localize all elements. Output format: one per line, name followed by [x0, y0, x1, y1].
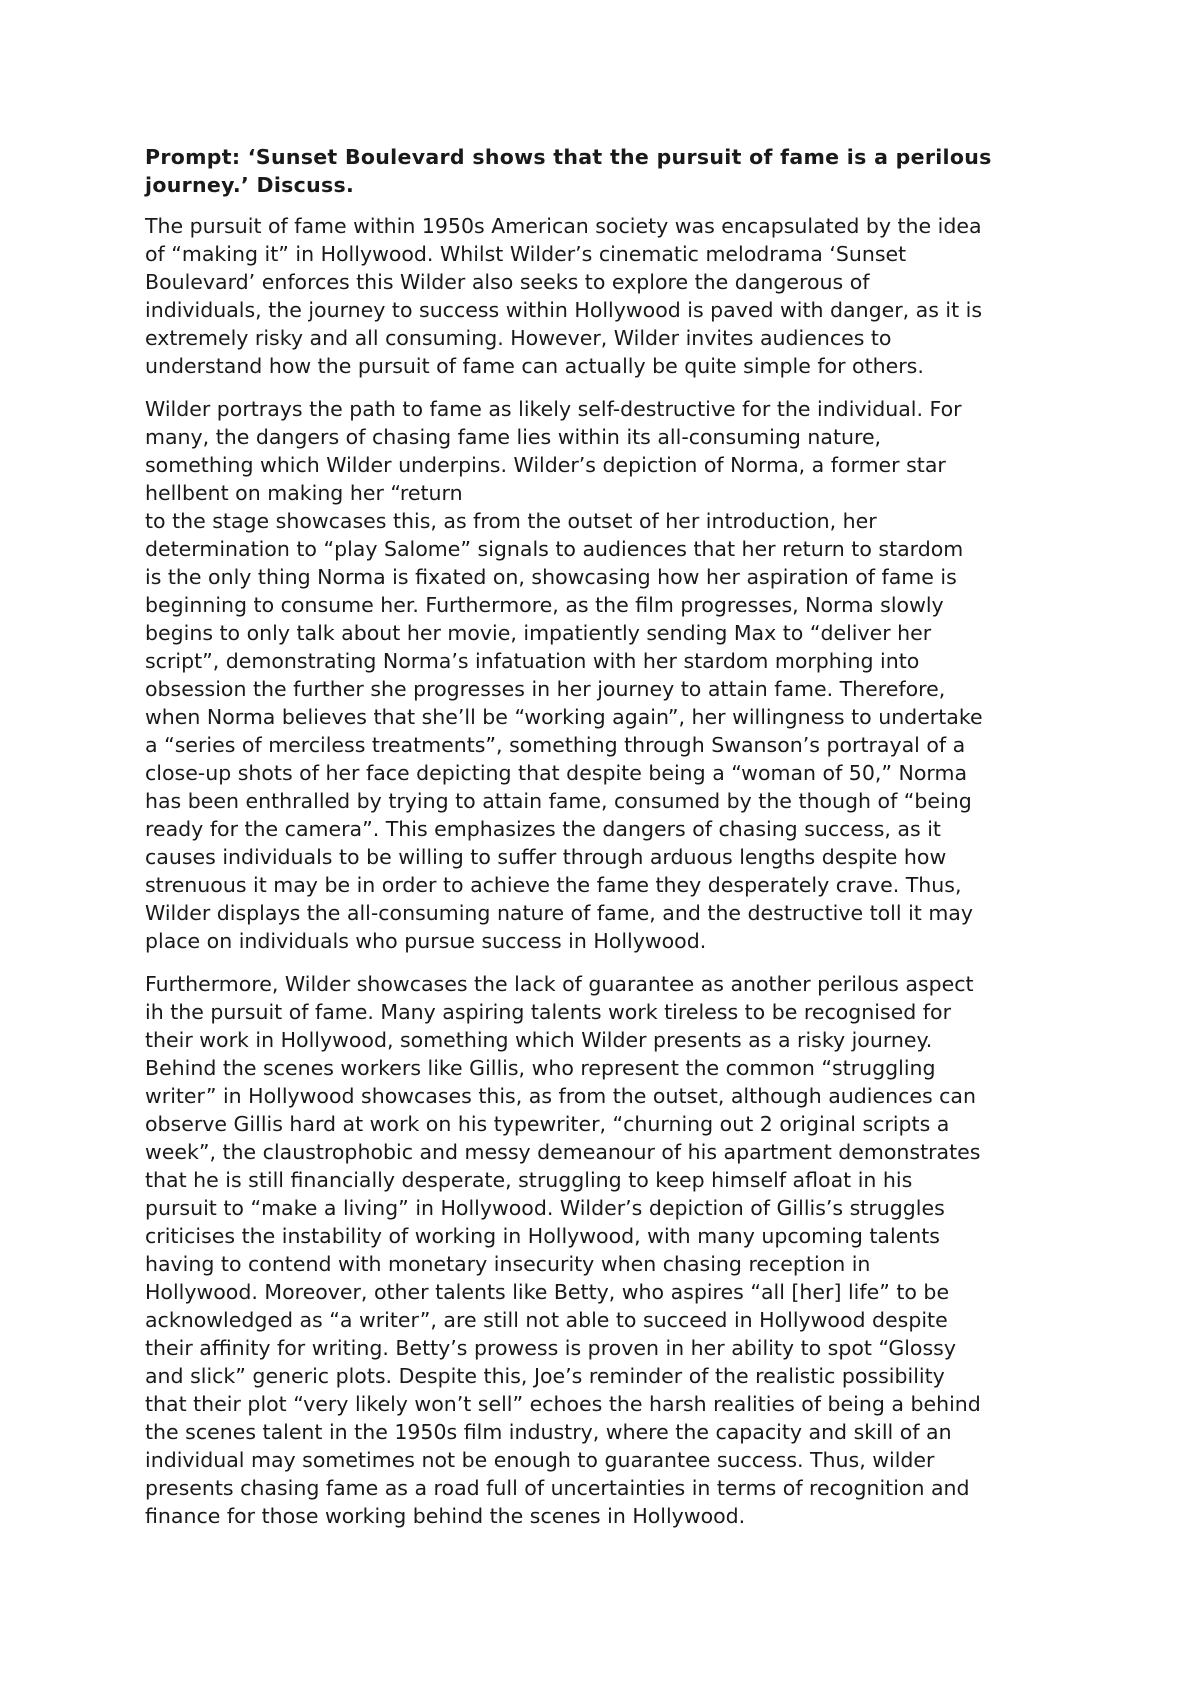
paragraph-body-2 [145, 970, 1065, 1530]
text-line: causes individuals to be willing to suffer through arduous lengths despite how [145, 845, 947, 869]
paragraph-body-1 [145, 395, 1065, 955]
text-line: understand how the pursuit of fame can actually be quite simple for others. [145, 354, 924, 378]
document-page [145, 143, 1065, 1545]
text-line: acknowledged as “a writer”, are still not able to succeed in Hollywood despite [145, 1308, 948, 1332]
text-line: Wilder portrays the path to fame as likely self-destructive for the individual. For [145, 397, 962, 421]
text-line: their work in Hollywood, something which Wilder presents as a risky journey. [145, 1028, 933, 1052]
text-line: writer” in Hollywood showcases this, as from the outset, although audiences can [145, 1084, 976, 1108]
text-line: to the stage showcases this, as from the outset of her introduction, her [145, 509, 877, 533]
essay-prompt [145, 143, 1065, 199]
text-line: finance for those working behind the scenes in Hollywood. [145, 1504, 746, 1528]
text-line: individuals, the journey to success within Hollywood is paved with danger, as it is [145, 298, 983, 322]
text-line: something which Wilder underpins. Wilder’s depiction of Norma, a former star [145, 453, 946, 477]
text-line: presents chasing fame as a road full of uncertainties in terms of recognition and [145, 1476, 970, 1500]
text-line: that he is still financially desperate, struggling to keep himself afloat in his [145, 1168, 913, 1192]
text-line: hellbent on making her “return [145, 481, 463, 505]
text-line: The pursuit of fame within 1950s American society was encapsulated by the idea [145, 214, 982, 238]
text-line: obsession the further she progresses in her journey to attain fame. Therefore, [145, 677, 946, 701]
text-line: Boulevard’ enforces this Wilder also seeks to explore the dangerous of [145, 270, 870, 294]
text-line: of “making it” in Hollywood. Whilst Wilder’s cinematic melodrama ‘Sunset [145, 242, 907, 266]
text-line: is the only thing Norma is fixated on, showcasing how her aspiration of fame is [145, 565, 957, 589]
text-line: that their plot “very likely won’t sell” echoes the harsh realities of being a behind [145, 1392, 981, 1416]
text-line: place on individuals who pursue success in Hollywood. [145, 929, 707, 953]
prompt-line: Prompt: ‘Sunset Boulevard shows that the pursuit of fame is a perilous [145, 145, 992, 169]
text-line: many, the dangers of chasing fame lies within its all-consuming nature, [145, 425, 882, 449]
text-line: the scenes talent in the 1950s film industry, where the capacity and skill of an [145, 1420, 952, 1444]
paragraph-introduction [145, 212, 1065, 380]
text-line: close-up shots of her face depicting that despite being a “woman of 50,” Norma [145, 761, 968, 785]
text-line: individual may sometimes not be enough to guarantee success. Thus, wilder [145, 1448, 935, 1472]
text-line: ih the pursuit of fame. Many aspiring talents work tireless to be recognised for [145, 1000, 951, 1024]
text-line: observe Gillis hard at work on his typewriter, “churning out 2 original scripts a [145, 1112, 950, 1136]
text-line: begins to only talk about her movie, impatiently sending Max to “deliver her [145, 621, 932, 645]
text-line: criticises the instability of working in Hollywood, with many upcoming talents [145, 1224, 940, 1248]
text-line: extremely risky and all consuming. However, Wilder invites audiences to [145, 326, 892, 350]
text-line: having to contend with monetary insecurity when chasing reception in [145, 1252, 871, 1276]
text-line: script”, demonstrating Norma’s infatuation with her stardom morphing into [145, 649, 920, 673]
text-line: when Norma believes that she’ll be “working again”, her willingness to undertake [145, 705, 983, 729]
text-line: Hollywood. Moreover, other talents like Betty, who aspires “all [her] life” to be [145, 1280, 950, 1304]
text-line: week”, the claustrophobic and messy demeanour of his apartment demonstrates [145, 1140, 981, 1164]
text-line: a “series of merciless treatments”, something through Swanson’s portrayal of a [145, 733, 966, 757]
text-line: their affinity for writing. Betty’s prowess is proven in her ability to spot “Glossy [145, 1336, 956, 1360]
text-line: Wilder displays the all-consuming nature of fame, and the destructive toll it may [145, 901, 973, 925]
text-line: beginning to consume her. Furthermore, as the film progresses, Norma slowly [145, 593, 944, 617]
text-line: Furthermore, Wilder showcases the lack of guarantee as another perilous aspect [145, 972, 974, 996]
text-line: Behind the scenes workers like Gillis, who represent the common “struggling [145, 1056, 936, 1080]
text-line: determination to “play Salome” signals to audiences that her return to stardom [145, 537, 964, 561]
text-line: strenuous it may be in order to achieve the fame they desperately crave. Thus, [145, 873, 962, 897]
text-line: and slick” generic plots. Despite this, Joe’s reminder of the realistic possibility [145, 1364, 945, 1388]
text-line: pursuit to “make a living” in Hollywood. Wilder’s depiction of Gillis’s struggles [145, 1196, 945, 1220]
prompt-line: journey.’ Discuss. [145, 173, 355, 197]
text-line: has been enthralled by trying to attain fame, consumed by the though of “being [145, 789, 972, 813]
text-line: ready for the camera”. This emphasizes the dangers of chasing success, as it [145, 817, 941, 841]
